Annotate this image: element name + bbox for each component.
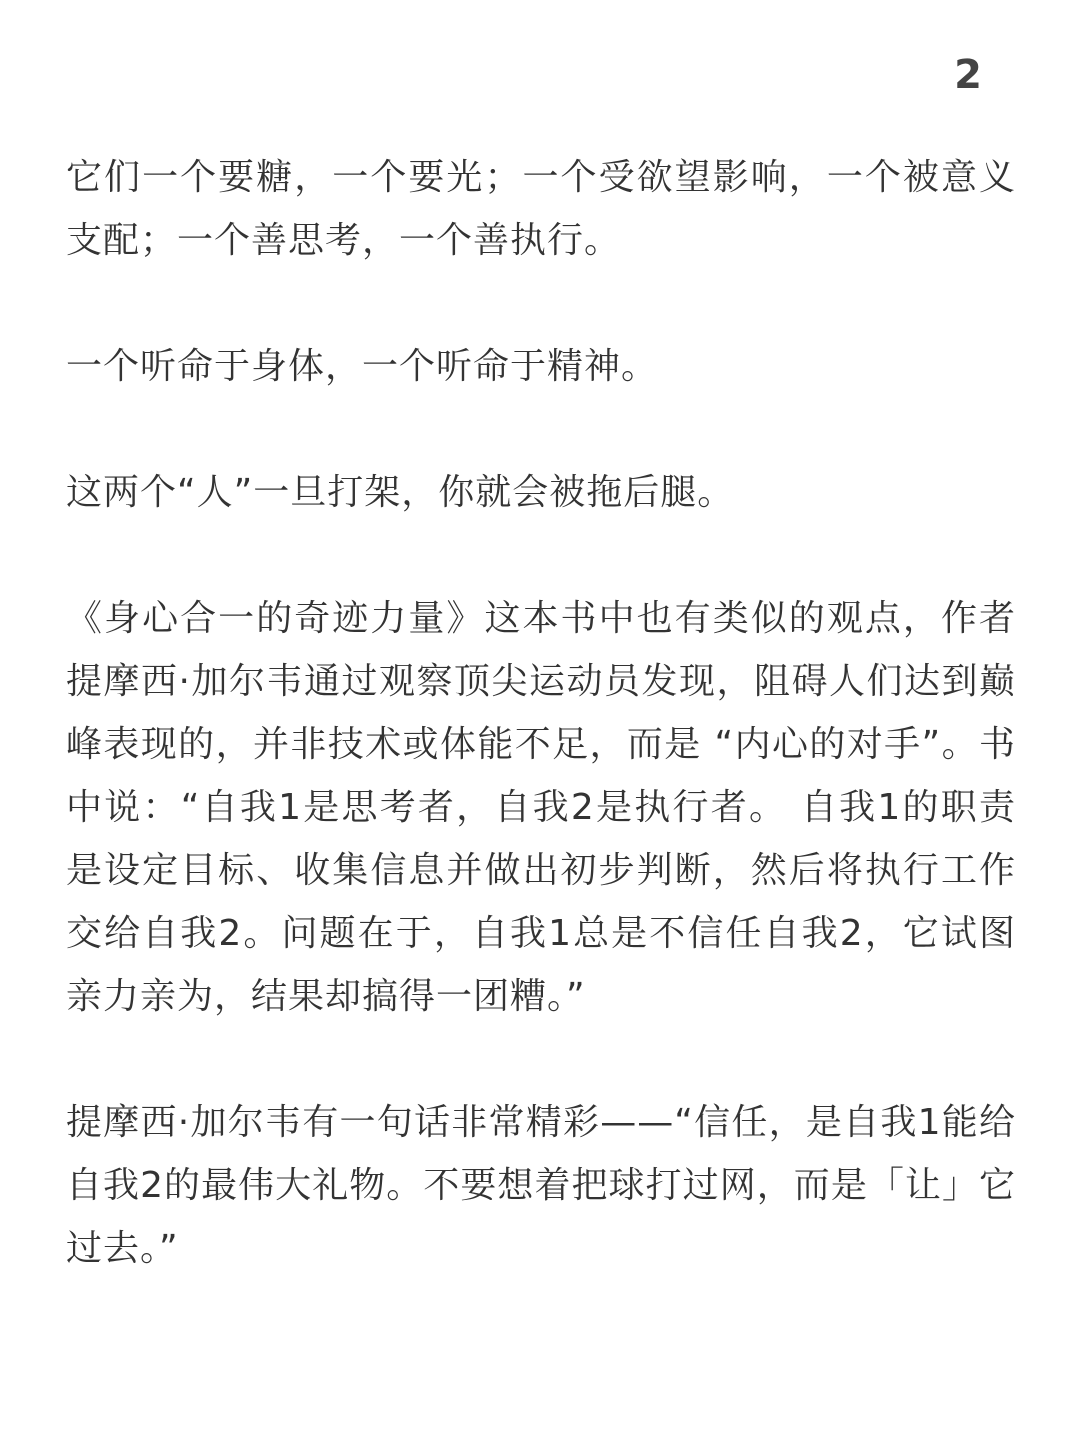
paragraph: 它们一个要糖，一个要光；一个受欲望影响，一个被意义支配；一个善思考，一个善执行。 [66,157,1016,261]
paragraph: 这两个“人”一旦打架，你就会被拖后腿。 [66,472,735,513]
article-body [66,146,1016,1280]
paragraph: 提摩西·加尔韦有一句话非常精彩——“信任，是自我1能给自我2的最伟大礼物。不要想着把球打过网，而是「让」它过去。” [66,1102,1016,1269]
page-number: 2 [954,52,982,98]
paragraph: 《身心合一的奇迹力量》这本书中也有类似的观点，作者提摩西·加尔韦通过观察顶尖运动员发现，阻碍人们达到巅峰表现的，并非技术或体能不足，而是 “内心的对手”。书中说：“自我1是思考者，自我2是执行者。 自我1的职责是设定目标、收集信息并做出初步判断，然后将执行工作交给自我2。问题在于，自我1总是不信任自我2，它试图亲力亲为，结果却搞得一团糟。” [66,598,1016,1017]
paragraph: 一个听命于身体，一个听命于精神。 [66,346,659,387]
